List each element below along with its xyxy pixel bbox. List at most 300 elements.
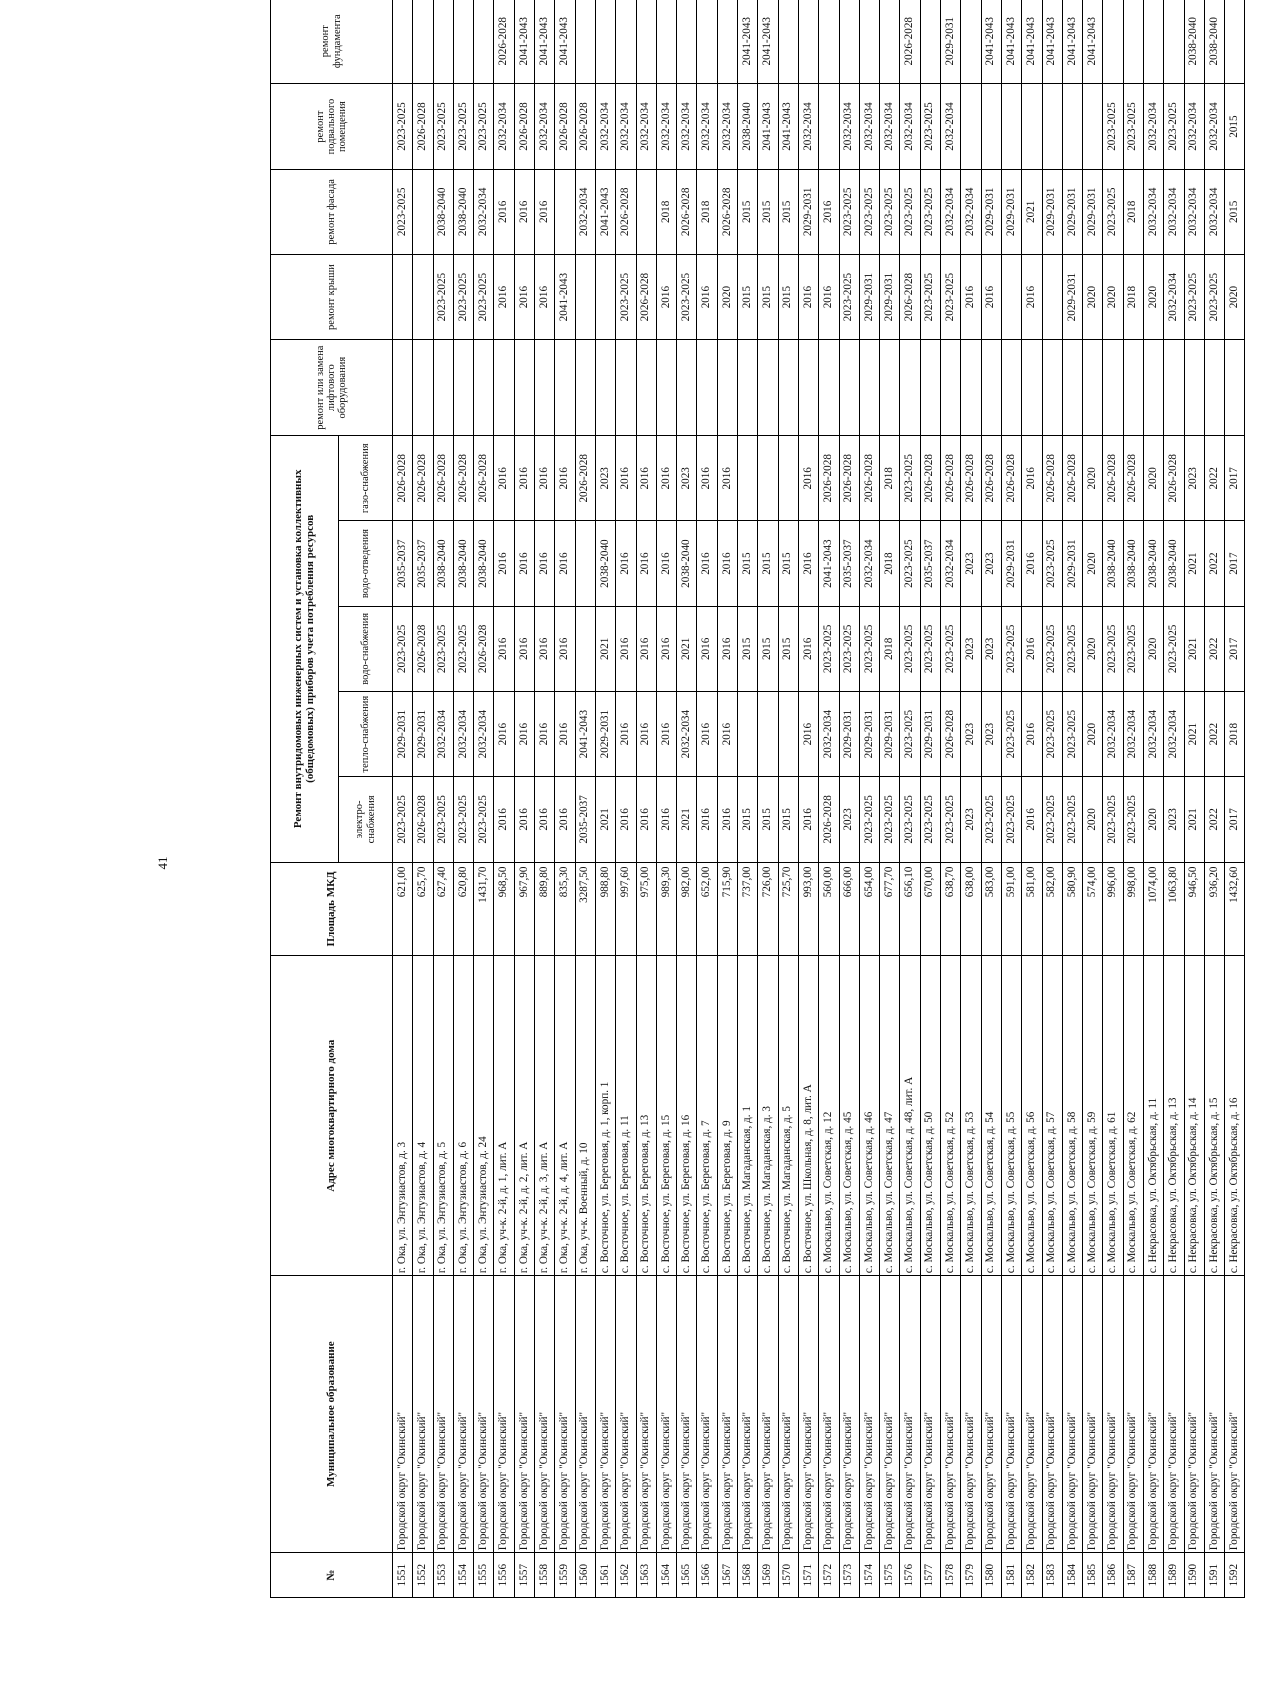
cell-gas: 2026-2028 (819, 436, 839, 521)
cell-facade: 2023-2025 (900, 169, 920, 254)
header-basement: ремонт подвального помещения (271, 84, 393, 169)
cell-electricity: 2026-2028 (413, 777, 433, 862)
cell-area: 946,50 (1184, 862, 1204, 956)
cell-heating: 2023-2025 (1062, 691, 1082, 776)
cell-basement: 2026-2028 (575, 84, 595, 169)
cell-drainage: 2016 (535, 521, 555, 606)
cell-drainage: 2038-2040 (433, 521, 453, 606)
cell-roof: 2020 (1143, 254, 1163, 339)
cell-address: с. Восточное, ул. Береговая, д. 13 (636, 956, 656, 1276)
cell-area: 737,00 (738, 862, 758, 956)
cell-foundation (636, 0, 656, 84)
cell-area: 625,70 (413, 862, 433, 956)
cell-lift (474, 340, 494, 436)
cell-num: 1552 (413, 1553, 433, 1598)
cell-lift (880, 340, 900, 436)
cell-roof (1042, 254, 1062, 339)
cell-address: г. Ока, ул. Энтузиастов, д. 24 (474, 956, 494, 1276)
cell-lift (758, 340, 778, 436)
cell-facade: 2016 (494, 169, 514, 254)
cell-heating: 2029-2031 (595, 691, 615, 776)
cell-roof: 2020 (1083, 254, 1103, 339)
cell-basement: 2023-2025 (1164, 84, 1184, 169)
cell-drainage: 2035-2037 (413, 521, 433, 606)
cell-facade: 2032-2034 (1204, 169, 1224, 254)
cell-roof: 2023-2025 (616, 254, 636, 339)
cell-gas: 2016 (1022, 436, 1042, 521)
cell-area: 656,10 (900, 862, 920, 956)
cell-lift (819, 340, 839, 436)
cell-basement: 2032-2034 (616, 84, 636, 169)
table-row (1184, 0, 1204, 1598)
cell-lift (575, 340, 595, 436)
cell-foundation (798, 0, 818, 84)
cell-gas: 2026-2028 (474, 436, 494, 521)
cell-gas: 2016 (656, 436, 676, 521)
cell-municipality: Городской округ "Окинский" (494, 1276, 514, 1553)
cell-facade: 2026-2028 (616, 169, 636, 254)
cell-municipality: Городской округ "Окинский" (535, 1276, 555, 1553)
cell-heating: 2029-2031 (393, 691, 413, 776)
cell-water-supply: 2015 (738, 606, 758, 691)
cell-heating: 2032-2034 (453, 691, 473, 776)
cell-water-supply: 2023-2025 (859, 606, 879, 691)
cell-num: 1590 (1184, 1553, 1204, 1598)
table-row (1225, 0, 1245, 1598)
cell-num: 1585 (1083, 1553, 1103, 1598)
cell-foundation (839, 0, 859, 84)
cell-basement: 2032-2034 (1184, 84, 1204, 169)
cell-address: с. Некрасовка, ул. Октябрьская, д. 16 (1225, 956, 1245, 1276)
cell-water-supply: 2023-2025 (1042, 606, 1062, 691)
cell-facade: 2018 (1123, 169, 1143, 254)
cell-area: 591,00 (1001, 862, 1021, 956)
repair-schedule-table (270, 0, 1245, 1598)
cell-electricity: 2021 (1184, 777, 1204, 862)
cell-basement: 2023-2025 (474, 84, 494, 169)
cell-basement: 2032-2034 (656, 84, 676, 169)
cell-municipality: Городской округ "Окинский" (514, 1276, 534, 1553)
cell-lift (555, 340, 575, 436)
cell-municipality: Городской округ "Окинский" (453, 1276, 473, 1553)
table-row (981, 0, 1001, 1598)
cell-drainage: 2035-2037 (393, 521, 413, 606)
cell-facade: 2016 (819, 169, 839, 254)
cell-basement: 2032-2034 (494, 84, 514, 169)
cell-heating: 2023 (961, 691, 981, 776)
cell-foundation: 2026-2028 (900, 0, 920, 84)
cell-foundation: 2038-2040 (1184, 0, 1204, 84)
cell-lift (636, 340, 656, 436)
cell-facade (555, 169, 575, 254)
cell-basement (1083, 84, 1103, 169)
cell-roof (1001, 254, 1021, 339)
cell-lift (859, 340, 879, 436)
cell-facade (413, 169, 433, 254)
table-row (920, 0, 940, 1598)
cell-electricity: 2021 (595, 777, 615, 862)
cell-foundation: 2041-2043 (981, 0, 1001, 84)
cell-lift (656, 340, 676, 436)
cell-lift (900, 340, 920, 436)
table-row (433, 0, 453, 1598)
cell-facade: 2016 (535, 169, 555, 254)
cell-num: 1557 (514, 1553, 534, 1598)
cell-municipality: Городской округ "Окинский" (941, 1276, 961, 1553)
cell-lift (961, 340, 981, 436)
cell-address: с. Восточное, ул. Береговая, д. 16 (677, 956, 697, 1276)
cell-roof: 2016 (961, 254, 981, 339)
cell-heating: 2016 (636, 691, 656, 776)
cell-area: 621,00 (393, 862, 413, 956)
cell-roof: 2041-2043 (555, 254, 575, 339)
cell-gas (758, 436, 778, 521)
cell-heating: 2032-2034 (1164, 691, 1184, 776)
cell-water-supply: 2023-2025 (1164, 606, 1184, 691)
cell-foundation: 2041-2043 (1022, 0, 1042, 84)
cell-num: 1572 (819, 1553, 839, 1598)
cell-facade: 2015 (758, 169, 778, 254)
cell-foundation (656, 0, 676, 84)
table-row (1062, 0, 1082, 1598)
cell-electricity: 2022 (1204, 777, 1224, 862)
cell-drainage: 2023 (981, 521, 1001, 606)
cell-address: с. Восточное, ул. Береговая, д. 15 (656, 956, 676, 1276)
cell-lift (453, 340, 473, 436)
cell-foundation (616, 0, 636, 84)
cell-num: 1556 (494, 1553, 514, 1598)
cell-foundation (717, 0, 737, 84)
cell-water-supply: 2017 (1225, 606, 1245, 691)
cell-facade: 2023-2025 (1103, 169, 1123, 254)
cell-facade: 2021 (1022, 169, 1042, 254)
table-row (758, 0, 778, 1598)
cell-heating: 2029-2031 (920, 691, 940, 776)
cell-water-supply: 2016 (697, 606, 717, 691)
cell-water-supply: 2016 (1022, 606, 1042, 691)
cell-basement (961, 84, 981, 169)
cell-drainage: 2021 (1184, 521, 1204, 606)
cell-electricity: 2023 (839, 777, 859, 862)
cell-water-supply: 2023-2025 (1062, 606, 1082, 691)
table-row (1143, 0, 1163, 1598)
cell-address: г. Ока, уч-к. 2-й, д. 2, лит. А (514, 956, 534, 1276)
cell-foundation (677, 0, 697, 84)
rotated-table-container (270, 0, 1270, 1598)
cell-num: 1569 (758, 1553, 778, 1598)
cell-electricity: 2016 (616, 777, 636, 862)
cell-drainage: 2038-2040 (1123, 521, 1143, 606)
cell-area: 583,00 (981, 862, 1001, 956)
cell-facade: 2029-2031 (1062, 169, 1082, 254)
cell-basement: 2032-2034 (697, 84, 717, 169)
cell-lift (697, 340, 717, 436)
header-drainage: водо-отведения (339, 521, 393, 606)
table-row (798, 0, 818, 1598)
cell-num: 1568 (738, 1553, 758, 1598)
cell-gas: 2026-2028 (961, 436, 981, 521)
cell-municipality: Городской округ "Окинский" (575, 1276, 595, 1553)
cell-num: 1577 (920, 1553, 940, 1598)
cell-municipality: Городской округ "Окинский" (1225, 1276, 1245, 1553)
cell-foundation (413, 0, 433, 84)
cell-num: 1588 (1143, 1553, 1163, 1598)
cell-basement: 2026-2028 (514, 84, 534, 169)
cell-municipality: Городской округ "Окинский" (677, 1276, 697, 1553)
cell-water-supply: 2016 (514, 606, 534, 691)
table-row (636, 0, 656, 1598)
table-row (717, 0, 737, 1598)
cell-drainage: 2032-2034 (941, 521, 961, 606)
cell-electricity: 2020 (1083, 777, 1103, 862)
cell-heating: 2016 (514, 691, 534, 776)
cell-facade (636, 169, 656, 254)
cell-address: с. Москальво, ул. Советская, д. 46 (859, 956, 879, 1276)
cell-municipality: Городской округ "Окинский" (393, 1276, 413, 1553)
cell-electricity: 2023-2025 (900, 777, 920, 862)
cell-basement: 2041-2043 (778, 84, 798, 169)
cell-area: 652,00 (697, 862, 717, 956)
cell-num: 1555 (474, 1553, 494, 1598)
cell-foundation (1143, 0, 1163, 84)
cell-area: 1432,60 (1225, 862, 1245, 956)
table-row (595, 0, 615, 1598)
cell-basement (1022, 84, 1042, 169)
cell-drainage: 2032-2034 (859, 521, 879, 606)
cell-electricity: 2023-2025 (880, 777, 900, 862)
cell-basement: 2041-2043 (758, 84, 778, 169)
cell-num: 1567 (717, 1553, 737, 1598)
table-row (656, 0, 676, 1598)
cell-heating: 2021 (1184, 691, 1204, 776)
cell-area: 967,90 (514, 862, 534, 956)
cell-area: 998,00 (1123, 862, 1143, 956)
header-heating: тепло-снабжения (339, 691, 393, 776)
cell-water-supply: 2026-2028 (413, 606, 433, 691)
cell-gas (778, 436, 798, 521)
cell-heating: 2032-2034 (677, 691, 697, 776)
cell-facade: 2032-2034 (575, 169, 595, 254)
cell-drainage: 2038-2040 (677, 521, 697, 606)
cell-electricity: 2023-2025 (1123, 777, 1143, 862)
cell-drainage: 2038-2040 (1143, 521, 1163, 606)
cell-water-supply: 2016 (535, 606, 555, 691)
table-row (677, 0, 697, 1598)
cell-basement: 2023-2025 (920, 84, 940, 169)
cell-facade: 2032-2034 (941, 169, 961, 254)
table-row (1103, 0, 1123, 1598)
cell-basement: 2032-2034 (798, 84, 818, 169)
table-row (839, 0, 859, 1598)
cell-num: 1570 (778, 1553, 798, 1598)
cell-facade: 2029-2031 (1042, 169, 1062, 254)
cell-area: 997,60 (616, 862, 636, 956)
cell-municipality: Городской округ "Окинский" (636, 1276, 656, 1553)
table-row (453, 0, 473, 1598)
cell-electricity: 2017 (1225, 777, 1245, 862)
cell-foundation (1123, 0, 1143, 84)
cell-water-supply: 2022 (1204, 606, 1224, 691)
cell-foundation (1164, 0, 1184, 84)
cell-electricity: 2020 (1143, 777, 1163, 862)
cell-lift (1062, 340, 1082, 436)
cell-heating: 2032-2034 (1123, 691, 1143, 776)
cell-address: г. Ока, уч-к. Военный, д. 10 (575, 956, 595, 1276)
cell-drainage: 2016 (1022, 521, 1042, 606)
cell-municipality: Городской округ "Окинский" (555, 1276, 575, 1553)
cell-address: с. Москальво, ул. Советская, д. 47 (880, 956, 900, 1276)
cell-water-supply: 2016 (798, 606, 818, 691)
header-address: Адрес многоквартирного дома (271, 956, 393, 1276)
cell-water-supply: 2021 (595, 606, 615, 691)
cell-gas: 2026-2028 (839, 436, 859, 521)
cell-address: с. Восточное, ул. Магаданская, д. 3 (758, 956, 778, 1276)
cell-foundation (595, 0, 615, 84)
cell-roof (575, 254, 595, 339)
cell-lift (494, 340, 514, 436)
cell-gas: 2026-2028 (1123, 436, 1143, 521)
cell-water-supply: 2023-2025 (839, 606, 859, 691)
cell-electricity: 2023-2025 (1103, 777, 1123, 862)
cell-address: г. Ока, уч-к. 2-й, д. 1, лит. А (494, 956, 514, 1276)
cell-drainage: 2015 (738, 521, 758, 606)
cell-water-supply: 2021 (677, 606, 697, 691)
cell-area: 835,30 (555, 862, 575, 956)
cell-municipality: Городской округ "Окинский" (433, 1276, 453, 1553)
cell-drainage: 2015 (778, 521, 798, 606)
cell-area: 996,00 (1103, 862, 1123, 956)
cell-electricity: 2023-2025 (920, 777, 940, 862)
cell-area: 993,00 (798, 862, 818, 956)
cell-address: с. Москальво, ул. Советская, д. 52 (941, 956, 961, 1276)
cell-gas: 2023-2025 (900, 436, 920, 521)
cell-water-supply: 2023-2025 (433, 606, 453, 691)
table-row (535, 0, 555, 1598)
cell-num: 1561 (595, 1553, 615, 1598)
cell-foundation: 2041-2043 (1062, 0, 1082, 84)
header-municipality: Муниципальное образование (271, 1276, 393, 1553)
cell-facade: 2032-2034 (961, 169, 981, 254)
cell-municipality: Городской округ "Окинский" (1083, 1276, 1103, 1553)
cell-heating: 2023-2025 (900, 691, 920, 776)
cell-drainage: 2018 (880, 521, 900, 606)
cell-heating: 2016 (1022, 691, 1042, 776)
cell-area: 725,70 (778, 862, 798, 956)
cell-roof: 2016 (697, 254, 717, 339)
cell-num: 1560 (575, 1553, 595, 1598)
cell-water-supply: 2023-2025 (453, 606, 473, 691)
cell-lift (1103, 340, 1123, 436)
cell-heating: 2016 (616, 691, 636, 776)
cell-foundation (880, 0, 900, 84)
cell-lift (1042, 340, 1062, 436)
cell-basement (1042, 84, 1062, 169)
cell-drainage: 2016 (656, 521, 676, 606)
cell-num: 1566 (697, 1553, 717, 1598)
cell-municipality: Городской округ "Окинский" (839, 1276, 859, 1553)
cell-facade: 2038-2040 (433, 169, 453, 254)
cell-num: 1578 (941, 1553, 961, 1598)
cell-municipality: Городской округ "Окинский" (738, 1276, 758, 1553)
cell-drainage: 2029-2031 (1062, 521, 1082, 606)
cell-gas: 2023 (1184, 436, 1204, 521)
cell-gas: 2023 (677, 436, 697, 521)
cell-facade: 2023-2025 (859, 169, 879, 254)
cell-address: с. Некрасовка, ул. Октябрьская, д. 13 (1164, 956, 1184, 1276)
cell-gas: 2016 (535, 436, 555, 521)
cell-municipality: Городской округ "Окинский" (1164, 1276, 1184, 1553)
cell-electricity: 2016 (656, 777, 676, 862)
cell-facade: 2023-2025 (839, 169, 859, 254)
table-row (697, 0, 717, 1598)
cell-municipality: Городской округ "Окинский" (1204, 1276, 1224, 1553)
cell-municipality: Городской округ "Окинский" (1143, 1276, 1163, 1553)
cell-area: 638,00 (961, 862, 981, 956)
cell-facade: 2029-2031 (981, 169, 1001, 254)
cell-foundation (778, 0, 798, 84)
header-roof: ремонт крыши (271, 254, 393, 339)
cell-address: с. Москальво, ул. Советская, д. 45 (839, 956, 859, 1276)
cell-lift (535, 340, 555, 436)
cell-water-supply: 2015 (778, 606, 798, 691)
cell-address: с. Москальво, ул. Советская, д. 59 (1083, 956, 1103, 1276)
table-row (393, 0, 413, 1598)
cell-basement: 2038-2040 (738, 84, 758, 169)
cell-roof: 2023-2025 (453, 254, 473, 339)
cell-municipality: Городской округ "Окинский" (961, 1276, 981, 1553)
cell-water-supply: 2023-2025 (819, 606, 839, 691)
cell-water-supply: 2023-2025 (1001, 606, 1021, 691)
cell-heating: 2029-2031 (839, 691, 859, 776)
cell-gas: 2016 (555, 436, 575, 521)
cell-area: 975,00 (636, 862, 656, 956)
cell-municipality: Городской округ "Окинский" (1001, 1276, 1021, 1553)
cell-area: 989,30 (656, 862, 676, 956)
cell-area: 988,80 (595, 862, 615, 956)
cell-heating: 2023-2025 (1001, 691, 1021, 776)
cell-electricity: 2021 (677, 777, 697, 862)
cell-lift (920, 340, 940, 436)
cell-gas: 2016 (494, 436, 514, 521)
cell-electricity: 2023-2025 (474, 777, 494, 862)
cell-water-supply: 2016 (717, 606, 737, 691)
cell-gas: 2022 (1204, 436, 1224, 521)
cell-drainage: 2038-2040 (1164, 521, 1184, 606)
cell-municipality: Городской округ "Окинский" (1184, 1276, 1204, 1553)
table-body (393, 0, 1245, 1598)
cell-address: с. Москальво, ул. Советская, д. 62 (1123, 956, 1143, 1276)
cell-basement: 2023-2025 (1103, 84, 1123, 169)
cell-lift (1083, 340, 1103, 436)
cell-foundation (697, 0, 717, 84)
cell-drainage: 2038-2040 (474, 521, 494, 606)
cell-facade: 2023-2025 (393, 169, 413, 254)
cell-gas: 2026-2028 (941, 436, 961, 521)
cell-facade: 2023-2025 (920, 169, 940, 254)
cell-roof: 2016 (1022, 254, 1042, 339)
header-foundation: ремонт фундамента (271, 0, 393, 84)
cell-water-supply: 2026-2028 (474, 606, 494, 691)
cell-area: 1074,00 (1143, 862, 1163, 956)
cell-basement: 2032-2034 (595, 84, 615, 169)
cell-drainage: 2023 (961, 521, 981, 606)
cell-roof: 2032-2034 (1164, 254, 1184, 339)
cell-num: 1586 (1103, 1553, 1123, 1598)
cell-roof: 2029-2031 (880, 254, 900, 339)
cell-num: 1559 (555, 1553, 575, 1598)
cell-area: 715,90 (717, 862, 737, 956)
cell-foundation: 2041-2043 (1083, 0, 1103, 84)
